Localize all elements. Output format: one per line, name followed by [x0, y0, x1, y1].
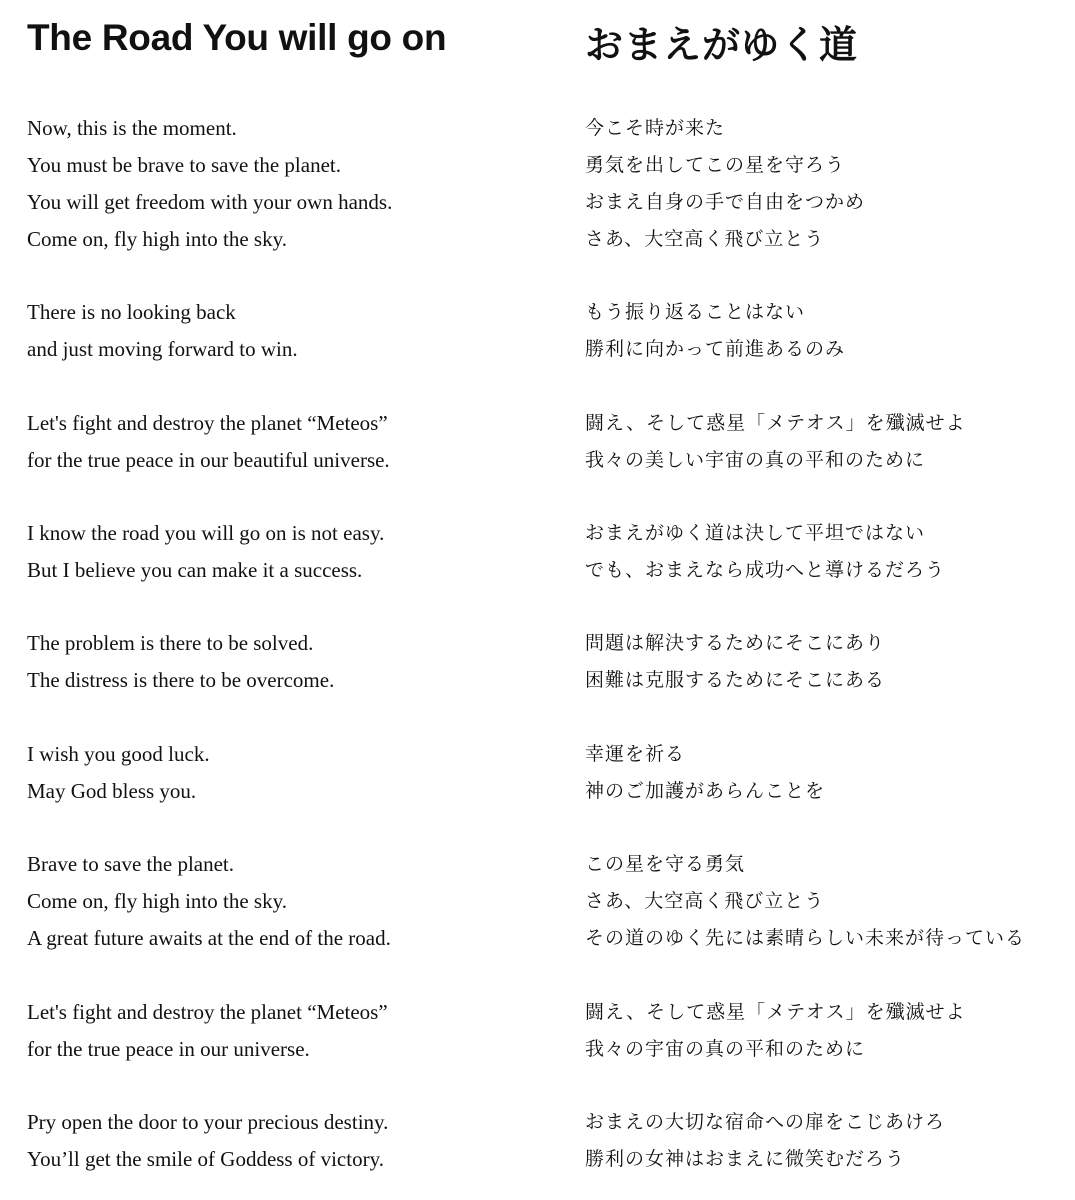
japanese-stanza-6 — [585, 736, 825, 810]
japanese-line: でも、おまえなら成功へと導けるだろう — [585, 559, 946, 581]
english-line: You’ll get the smile of Goddess of victory. — [27, 1147, 384, 1171]
japanese-line: この星を守る勇気 — [585, 853, 746, 875]
japanese-line: 闘え、そして惑星「メテオス」を殲滅せよ — [585, 1001, 966, 1023]
english-line: You must be brave to save the planet. — [27, 153, 341, 177]
english-line: May God bless you. — [27, 779, 197, 803]
japanese-stanza-8 — [585, 994, 966, 1068]
english-line: You will get freedom with your own hands. — [27, 190, 393, 214]
japanese-stanza-4 — [585, 515, 945, 589]
japanese-line: 勇気を出してこの星を守ろう — [585, 154, 846, 176]
japanese-stanza-9 — [585, 1104, 945, 1178]
english-line: Come on, fly high into the sky. — [27, 889, 287, 913]
japanese-line: 闘え、そして惑星「メテオス」を殲滅せよ — [585, 412, 966, 434]
english-line: The distress is there to be overcome. — [27, 668, 335, 692]
japanese-line: 神のご加護があらんことを — [585, 780, 826, 802]
english-stanza-2 — [27, 294, 298, 368]
english-line: Let's fight and destroy the planet “Meteos” — [27, 411, 388, 435]
japanese-stanza-1 — [585, 110, 865, 258]
english-line: But I believe you can make it a success. — [27, 558, 363, 582]
english-line: Brave to save the planet. — [27, 852, 235, 876]
english-line: There is no looking back — [27, 300, 236, 324]
japanese-line: さあ、大空高く飛び立とう — [585, 228, 825, 250]
english-stanza-3 — [27, 405, 390, 479]
english-stanza-8 — [27, 994, 388, 1068]
english-stanza-7 — [27, 846, 391, 957]
english-line: Now, this is the moment. — [27, 116, 237, 140]
japanese-line: その道のゆく先には素晴らしい未来が待っている — [585, 927, 1026, 949]
japanese-line: 勝利の女神はおまえに微笑むだろう — [585, 1148, 906, 1170]
english-stanza-6 — [27, 736, 210, 810]
japanese-line: 我々の宇宙の真の平和のために — [585, 1038, 866, 1060]
english-stanza-1 — [27, 110, 392, 258]
japanese-stanza-5 — [585, 625, 885, 699]
english-line: and just moving forward to win. — [27, 337, 298, 361]
japanese-line: 困難は克服するためにそこにある — [585, 669, 886, 691]
japanese-line: もう振り返ることはない — [585, 301, 806, 323]
english-line: Come on, fly high into the sky. — [27, 227, 287, 251]
japanese-line: おまえ自身の手で自由をつかめ — [585, 191, 866, 213]
english-line: The problem is there to be solved. — [27, 631, 314, 655]
japanese-stanza-3 — [585, 405, 966, 479]
japanese-title: おまえがゆく道 — [585, 23, 859, 67]
english-stanza-9 — [27, 1104, 388, 1178]
english-line: for the true peace in our beautiful universe. — [27, 448, 390, 472]
english-line: for the true peace in our universe. — [27, 1037, 310, 1061]
english-line: A great future awaits at the end of the road. — [27, 926, 391, 950]
japanese-line: おまえがゆく道は決して平坦ではない — [585, 522, 926, 544]
english-title: The Road You will go on — [27, 17, 447, 58]
japanese-line: 勝利に向かって前進あるのみ — [585, 338, 846, 360]
english-stanza-5 — [27, 625, 334, 699]
english-line: Pry open the door to your precious destiny. — [27, 1110, 389, 1134]
english-stanza-4 — [27, 515, 384, 589]
english-line: I wish you good luck. — [27, 742, 210, 766]
japanese-stanza-2 — [585, 294, 845, 368]
japanese-line: さあ、大空高く飛び立とう — [585, 890, 825, 912]
japanese-line: おまえの大切な宿命への扉をこじあけろ — [585, 1111, 946, 1133]
japanese-line: 今こそ時が来た — [585, 117, 726, 139]
english-line: I know the road you will go on is not easy. — [27, 521, 385, 545]
japanese-line: 我々の美しい宇宙の真の平和のために — [585, 449, 926, 471]
japanese-stanza-7 — [585, 846, 1025, 957]
english-line: Let's fight and destroy the planet “Meteos” — [27, 1000, 388, 1024]
japanese-line: 幸運を祈る — [585, 743, 686, 765]
japanese-line: 問題は解決するためにそこにあり — [585, 632, 886, 654]
